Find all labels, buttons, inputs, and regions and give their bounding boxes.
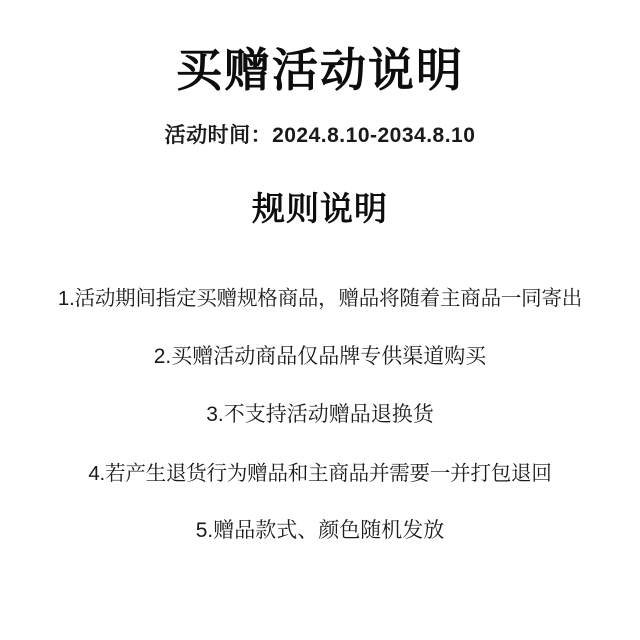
- page-title: 买赠活动说明: [176, 44, 464, 96]
- list-item: 1.活动期间指定买赠规格商品，赠品将随着主商品一同寄出: [57, 287, 583, 311]
- activity-period: 活动时间：2024.8.10-2034.8.10: [164, 123, 476, 147]
- rules-section-title: 规则说明: [252, 189, 388, 227]
- rules-list: [12, 285, 628, 545]
- list-item: 4.若产生退货行为赠品和主商品并需要一并打包退回: [88, 461, 552, 485]
- list-item: 3.不支持活动赠品退换货: [206, 403, 434, 427]
- list-item: 5.赠品款式、颜色随机发放: [195, 519, 445, 543]
- list-item: 2.买赠活动商品仅品牌专供渠道购买: [153, 344, 487, 368]
